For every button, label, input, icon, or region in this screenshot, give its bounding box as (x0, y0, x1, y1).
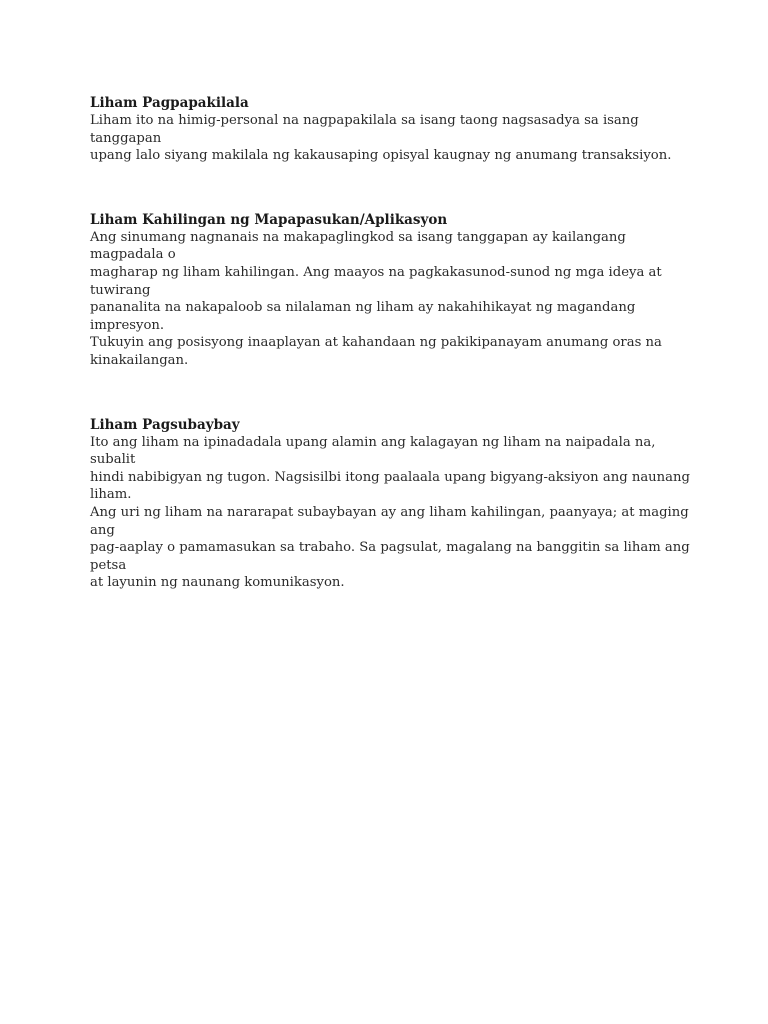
section-body: Ang sinumang nagnanais na makapaglingkod sa isang tanggapan ay kailangang magpadala o magharap ng liham kahilingan. Ang maayos na pagkakasunod-sunod ng mga ideya at tuwirang pananalita na nakapaloob sa nilalaman ng liham ay nakahihikayat ng magandang impresyon. Tukuyin ang posisyong inaaplayan at kahandaan ng pakikipanayam anumang oras na kinakailangan. (90, 229, 662, 368)
section-body: Liham ito na himig-personal na nagpapakilala sa isang taong nagsasadya sa isang tanggapan upang lalo siyang makilala ng kakausaping opisyal kaugnay ng anumang transaksiyon. (90, 113, 672, 164)
document-page (90, 94, 690, 638)
section-heading: Liham Kahilingan ng Mapapasukan/Aplikasyon (90, 211, 448, 228)
section-heading: Liham Pagpapakilala (90, 95, 249, 111)
section-body: Ito ang liham na ipinadadala upang alamin ang kalagayan ng liham na naipadala na, subalit hindi nabibigyan ng tugon. Nagsisilbi itong paalaala upang bigyang-aksiyon ang naunang liham. Ang uri ng liham na nararapat subaybayan ay ang liham kahilingan, paanyaya; at maging ang pag-aaplay o pamamasukan sa trabaho. Sa pagsulat, magalang na banggitin sa liham ang petsa at layunin ng naunang komunikasyon. (90, 434, 690, 591)
section-liham-pagpapakilala (90, 94, 690, 165)
section-liham-kahilingan (90, 211, 690, 370)
section-liham-pagsubaybay (90, 416, 690, 592)
section-heading: Liham Pagsubaybay (90, 416, 240, 433)
